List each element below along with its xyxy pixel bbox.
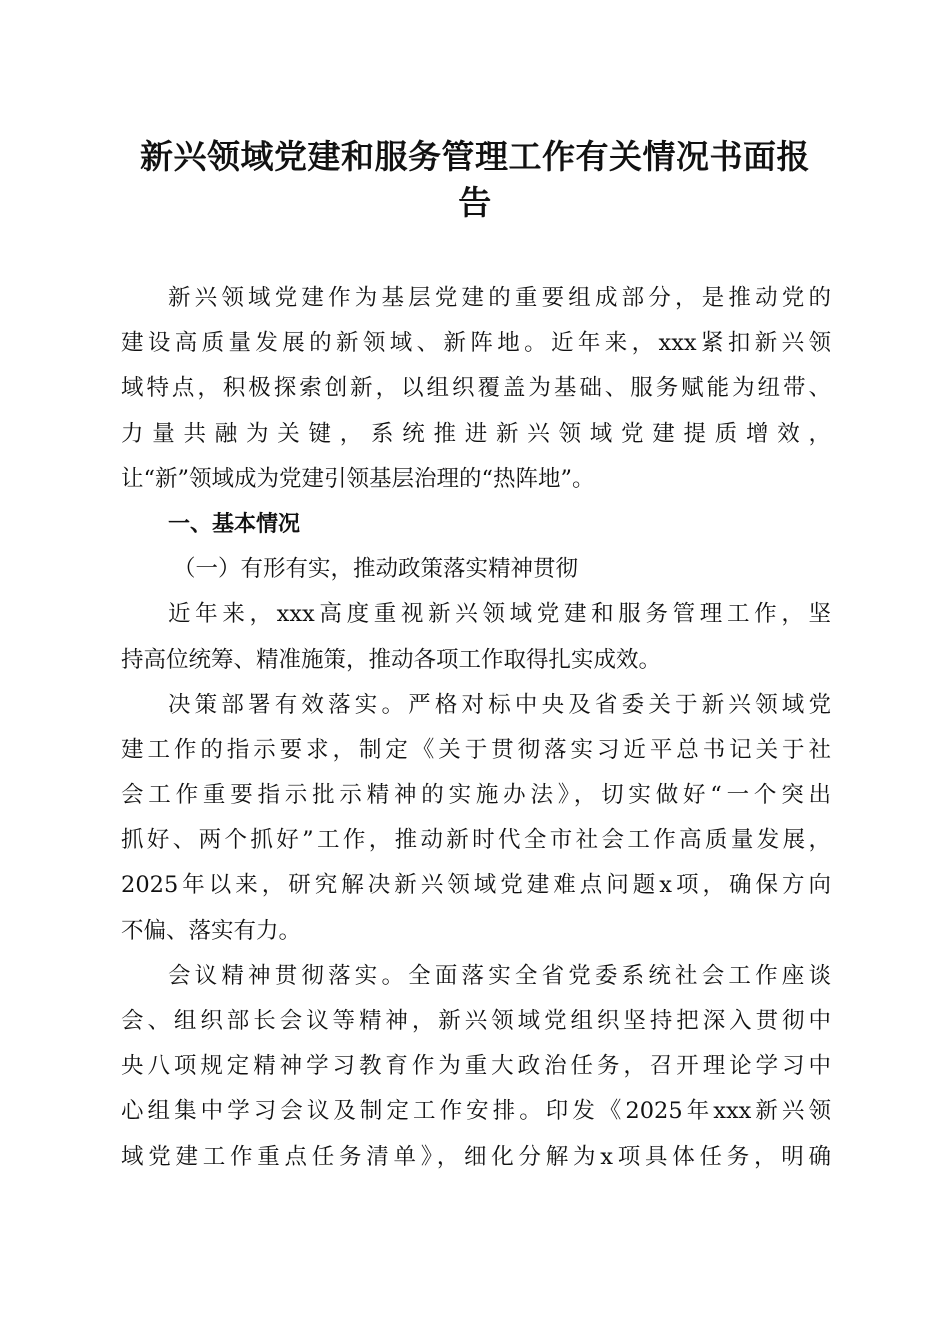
text-line: 域特点，积极探索创新，以组织覆盖为基础、服务赋能为纽带、 (121, 375, 831, 402)
section-heading: 一、基本情况 (168, 511, 301, 537)
text-line: 会工作重要指示批示精神的实施办法》，切实做好“一个突出 (121, 782, 831, 809)
text-line: 让“新”领域成为党建引领基层治理的“热阵地”。 (121, 465, 595, 492)
text-line: 建工作的指示要求，制定《关于贯彻落实习近平总书记关于社 (121, 736, 831, 763)
text-line: 新兴领域党建作为基层党建的重要组成部分，是推动党的 (168, 285, 831, 311)
text-line: 会、组织部长会议等精神，新兴领域党组织坚持把深入贯彻中 (121, 1008, 831, 1034)
text-line: 持高位统筹、精准施策，推动各项工作取得扎实成效。 (121, 646, 662, 673)
title-line: 新兴领域党建和服务管理工作有关情况书面报 (140, 137, 810, 176)
text-line: 2025年以来，研究解决新兴领域党建难点问题x项，确保方向 (121, 872, 831, 899)
text-line: 央八项规定精神学习教育作为重大政治任务，召开理论学习中 (121, 1053, 831, 1080)
text-line: 近年来，xxx高度重视新兴领域党建和服务管理工作，坚 (168, 601, 831, 628)
text-line: 抓好、两个抓好”工作，推动新时代全市社会工作高质量发展， (121, 827, 831, 854)
text-line: 域党建工作重点任务清单》，细化分解为x项具体任务，明确 (121, 1143, 831, 1170)
text-line: 力量共融为关键，系统推进新兴领域党建提质增效， (121, 420, 831, 447)
text-line: 会议精神贯彻落实。全面落实全省党委系统社会工作座谈 (168, 962, 831, 989)
title-line: 告 (458, 183, 492, 222)
document-title (100, 134, 850, 226)
text-line: 心组集中学习会议及制定工作安排。印发《2025年xxx新兴领 (121, 1098, 831, 1125)
text-line: 不偏、落实有力。 (121, 917, 302, 944)
subsection-heading: （一）有形有实，推动政策落实精神贯彻 (173, 556, 579, 583)
document-body (121, 276, 831, 1180)
text-line: 建设高质量发展的新领域、新阵地。近年来，xxx紧扣新兴领 (121, 330, 831, 357)
text-line: 决策部署有效落实。严格对标中央及省委关于新兴领域党 (168, 691, 831, 718)
